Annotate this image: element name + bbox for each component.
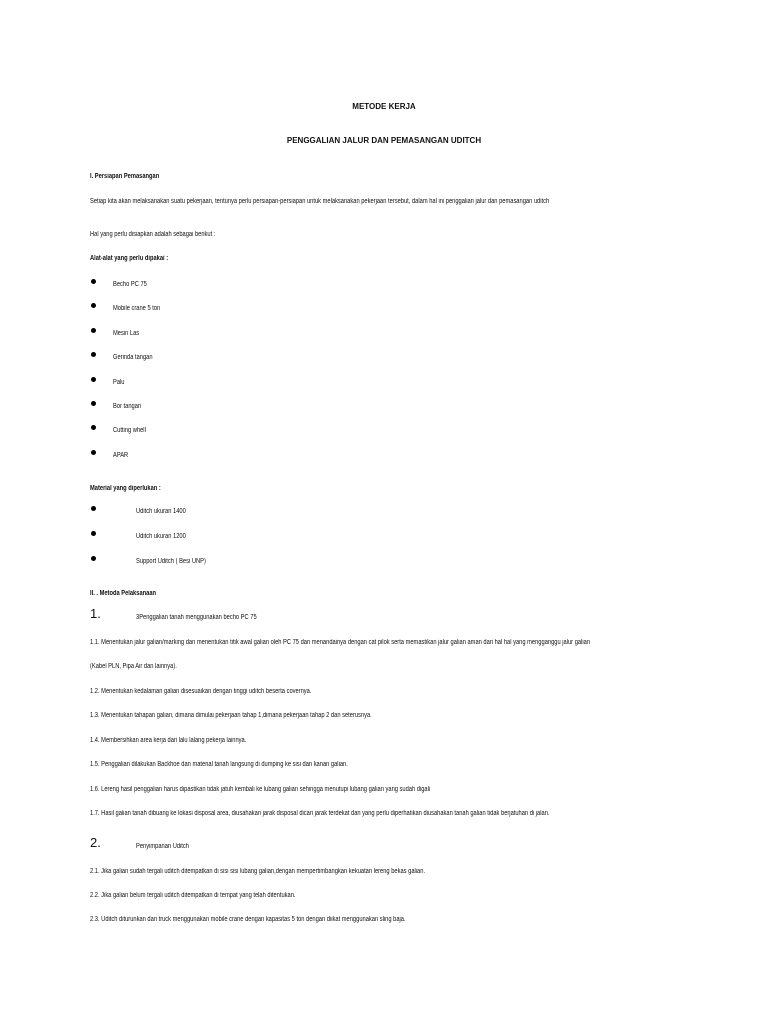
tools-heading: Alat-alat yang perlu dipakai : bbox=[90, 255, 169, 262]
bullet-icon bbox=[91, 556, 96, 561]
bullet-icon bbox=[91, 377, 96, 382]
list-item: 2.2. Jika galian belum tergali uditch ditempatkan di tempat yang telah ditentukan. bbox=[90, 892, 296, 899]
list-item: Mobile crane 5 ton bbox=[113, 305, 161, 312]
list-item: Bor tangan bbox=[113, 403, 142, 410]
bullet-icon bbox=[91, 303, 96, 308]
document-title: METODE KERJA bbox=[352, 102, 416, 111]
list-item: Uditch ukuran 1400 bbox=[136, 508, 186, 515]
step-2-title: Penyimpanan Uditch bbox=[136, 843, 189, 850]
bullet-icon bbox=[91, 401, 96, 406]
list-item: 1.6. Lereng hasil penggalian harus dipastikan tidak jatuh kembali ke lubang galian sehingga menutupi lubang galian yang sudah digali bbox=[90, 786, 431, 793]
step-1-title: 3Penggalian tanah menggunakan becho PC 75 bbox=[136, 614, 257, 621]
step-2-number: 2. bbox=[90, 835, 101, 850]
list-item: Uditch ukuran 1200 bbox=[136, 533, 186, 540]
bullet-icon bbox=[91, 425, 96, 430]
section-1-heading: I. Persiapan Pemasangan bbox=[90, 173, 160, 180]
list-item: Gerinda tangan bbox=[113, 354, 153, 361]
list-item: Mesin Las bbox=[113, 330, 140, 337]
list-item: 2.3. Uditch diturunkan dari truck menggunakan mobile crane dengan kapasitas 5 ton dengan diikat menggunakan sling baja. bbox=[90, 916, 406, 923]
bullet-icon bbox=[91, 450, 96, 455]
prep-line: Hal yang perlu disiapkan adalah sebagai berikut : bbox=[90, 231, 216, 238]
materials-heading: Material yang diperlukan : bbox=[90, 485, 161, 492]
list-item: APAR bbox=[113, 452, 129, 459]
list-item: 1.5. Penggalian dilakukan Backhoe dan material tanah langsung di dumping ke sisi dan kanan galian. bbox=[90, 761, 348, 768]
list-item: 2.1. Jika galian sudah tergali uditch ditempatkan di sisi sisi lubang galian,dengan mempertimbangkan kekuatan lereng bekas galian. bbox=[90, 868, 426, 875]
list-item: Support Uditch ( Besi UNP) bbox=[136, 558, 206, 565]
bullet-icon bbox=[91, 352, 96, 357]
bullet-icon bbox=[91, 328, 96, 333]
section-1-intro: Setiap kita akan melaksanakan suatu pekerjaan, tentunya perlu persiapan-persiapan untuk melaksanakan pekerjaan tersebut, dalam hal ini penggalian jalur dan pemasangan uditch bbox=[90, 198, 550, 205]
document-subtitle: PENGGALIAN JALUR DAN PEMASANGAN UDITCH bbox=[286, 136, 482, 145]
list-item: (Kabel PLN, Pipa Air dan lainnya). bbox=[90, 663, 177, 670]
list-item: 1.3. Menentukan tahapan galian, dimana dimulai pekerjaan tahap 1,dimana pekerjaan tahap 2 dan seterusnya. bbox=[90, 712, 372, 719]
list-item: 1.1. Menentukan jalur galian/marking dan menentukan titik awal galian oleh PC 75 dan menandainya dengan cat pilok serta memastikan jalur galian aman dari hal hal yang mengganggu jalur galian bbox=[90, 639, 591, 646]
list-item: 1.4. Membersihkan area kerja dari lalu lalang pekerja lainnya. bbox=[90, 737, 247, 744]
bullet-icon bbox=[91, 279, 96, 284]
list-item: 1.7. Hasil galian tanah dibuang ke lokasi disposal area, diusahakan jarak disposal dicari jarak terdekat dan yang perlu diperhatikan diusahakan tanah galian tidak berjatuhan di jalan. bbox=[90, 810, 550, 817]
bullet-icon bbox=[91, 506, 96, 511]
bullet-icon bbox=[91, 531, 96, 536]
step-1-number: 1. bbox=[90, 606, 101, 621]
list-item: 1.2. Menentukan kedalaman galian disesuaikan dengan tinggi uditch beserta covernya. bbox=[90, 688, 312, 695]
list-item: Palu bbox=[113, 379, 125, 386]
list-item: Cutting whell bbox=[113, 427, 146, 434]
list-item: Becho PC 75 bbox=[113, 281, 147, 288]
section-2-heading: II. . Metoda Pelaksanaan bbox=[90, 590, 157, 597]
